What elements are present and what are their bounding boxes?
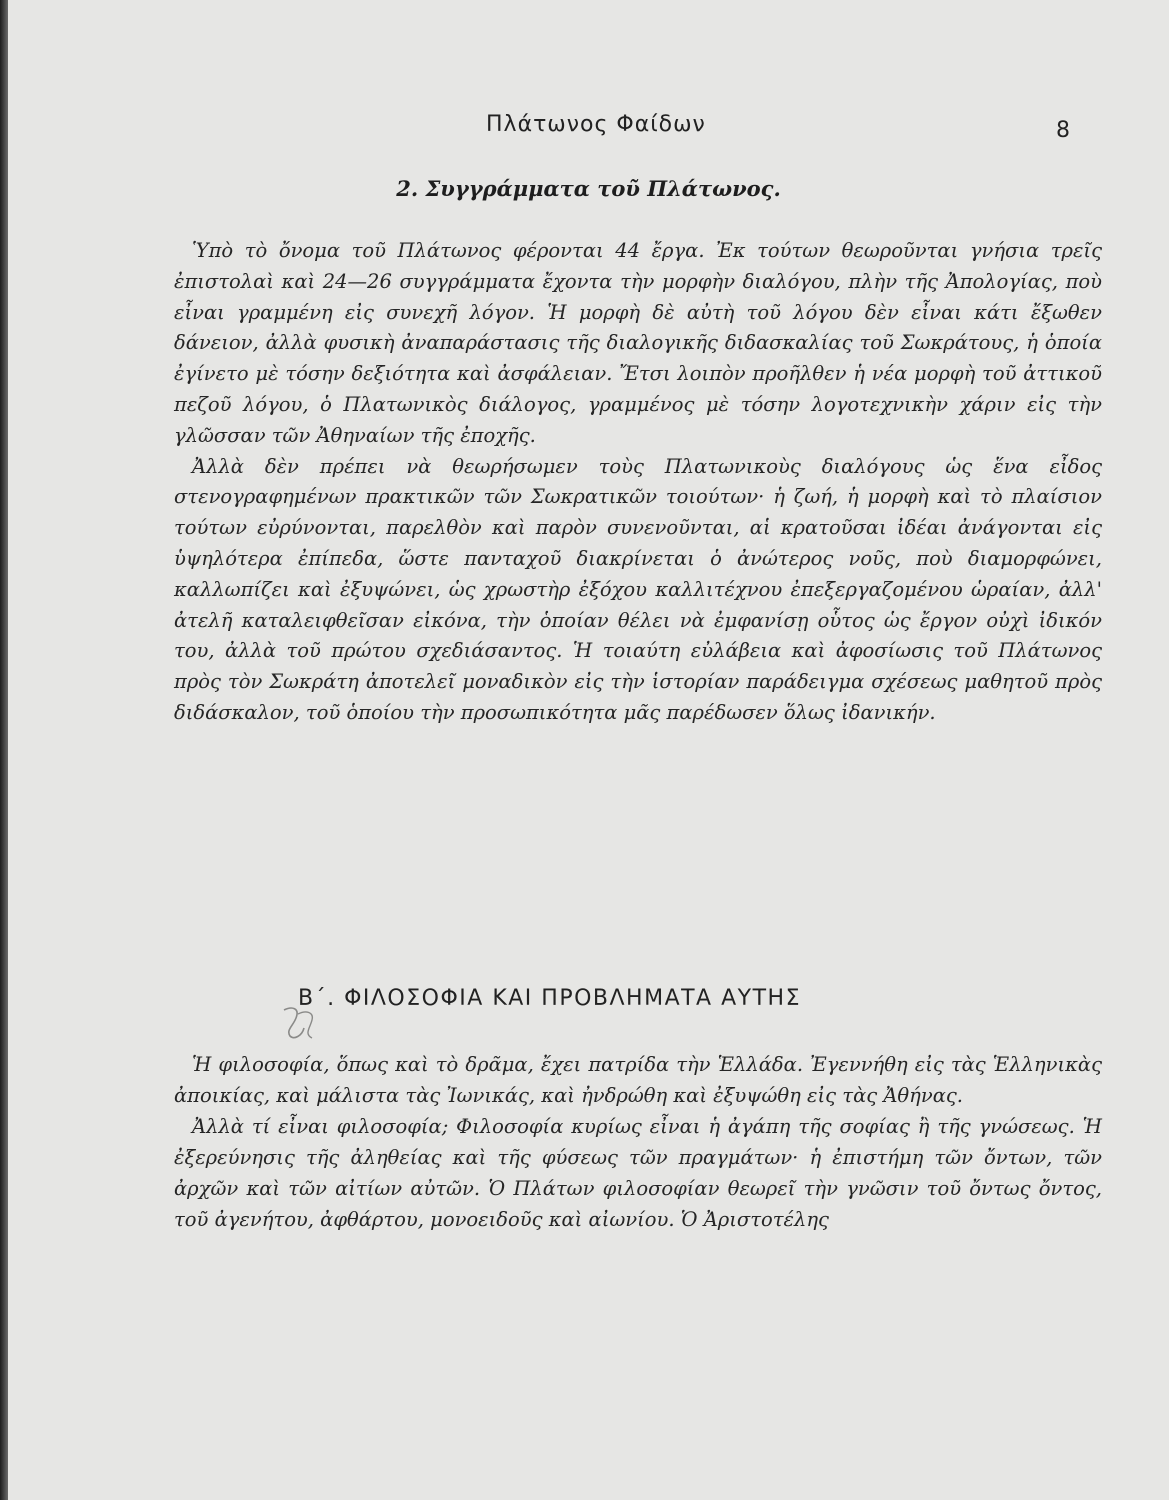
scan-binding-edge — [0, 0, 8, 1500]
book-page — [8, 0, 1169, 1500]
section-body — [174, 236, 1102, 729]
page-number: 8 — [1056, 118, 1070, 143]
paragraph: Ἡ φιλοσοφία, ὅπως καὶ τὸ δρᾶμα, ἔχει πατρίδα τὴν Ἑλλάδα. Ἐγεννήθη εἰς τὰς Ἑλληνικὰς ἀποικίας, καὶ μάλιστα τὰς Ἰωνικάς, καὶ ἠνδρώθη καὶ ἐξυψώθη εἰς τὰς Ἀθήνας. — [174, 1053, 1102, 1107]
chapter-heading-text: Β΄. ΦΙΛΟΣΟΦΙΑ ΚΑΙ ΠΡΟΒΛΗΜΑΤΑ ΑΥΤΗΣ — [298, 986, 801, 1011]
running-title: Πλάτωνος Φαίδων — [486, 112, 706, 137]
paragraph: Ἀλλὰ δὲν πρέπει νὰ θεωρήσωμεν τοὺς Πλατωνικοὺς διαλόγους ὡς ἕνα εἶδος στενογραφημένων πρακτικῶν τῶν Σωκρατικῶν τοιούτων· ἡ ζωή, ἡ μορφὴ καὶ τὸ πλαίσιον τούτων εὐρύνονται, παρελθὸν καὶ παρὸν συνενοῦνται, αἱ κρατοῦσαι ἰδέαι ἀνάγονται εἰς ὑψηλότερα ἐπίπεδα, ὥστε πανταχοῦ διακρίνεται ὁ ἀνώτερος νοῦς, ποὺ διαμορφώνει, καλλωπίζει καὶ ἐξυψώνει, ὡς χρωστὴρ ἐξόχου καλλιτέχνου ἐπεξεργαζομένου ὡραίαν, ἀλλ' ἀτελῆ καταλειφθεῖσαν εἰκόνα, τὴν ὁποίαν θέλει νὰ ἐμφανίσῃ οὗτος ὡς ἔργον οὐχὶ ἰδικόν του, ἀλλὰ τοῦ πρώτου σχεδιάσαντος. Ἡ τοιαύτη εὐλάβεια καὶ ἀφοσίωσις τοῦ Πλάτωνος πρὸς τὸν Σωκράτη ἀποτελεῖ μοναδικὸν εἰς τὴν ἱστορίαν παράδειγμα σχέσεως μαθητοῦ πρὸς διδάσκαλον, τοῦ ὁποίου τὴν προσωπικότητα μᾶς παρέδωσεν ὅλως ἰδανικήν. — [174, 454, 1102, 724]
paragraph: Ὑπὸ τὸ ὄνομα τοῦ Πλάτωνος φέρονται 44 ἔργα. Ἐκ τούτων θεωροῦνται γνήσια τρεῖς ἐπιστολαὶ καὶ 24—26 συγγράμματα ἔχοντα τὴν μορφὴν διαλόγου, πλὴν τῆς Ἀπολογίας, ποὺ εἶναι γραμμένη εἰς συνεχῆ λόγον. Ἡ μορφὴ δὲ αὐτὴ τοῦ λόγου δὲν εἶναι κάτι ἔξωθεν δάνειον, ἀλλὰ φυσικὴ ἀναπαράστασις τῆς διαλογικῆς διδασκαλίας τοῦ Σωκράτους, ἡ ὁποία ἐγίνετο μὲ τόσην δεξιότητα καὶ ἀσφάλειαν. Ἔτσι λοιπὸν προῆλθεν ἡ νέα μορφὴ τοῦ ἀττικοῦ πεζοῦ λόγου, ὁ Πλατωνικὸς διάλογος, γραμμένος μὲ τόσην λογοτεχνικὴν χάριν εἰς τὴν γλῶσσαν τῶν Ἀθηναίων τῆς ἐποχῆς. — [174, 239, 1102, 447]
pencil-annotation-mark — [278, 1000, 324, 1044]
chapter-body — [174, 1049, 1102, 1235]
paragraph: Ἀλλὰ τί εἶναι φιλοσοφία; Φιλοσοφία κυρίως εἶναι ἡ ἀγάπη τῆς σοφίας ἢ τῆς γνώσεως. Ἡ ἐξερεύνησις τῆς ἀληθείας καὶ τῆς φύσεως τῶν πραγμάτων· ἡ ἐπιστήμη τῶν ὄντων, τῶν ἀρχῶν καὶ τῶν αἰτίων αὐτῶν. Ὁ Πλάτων φιλοσοφίαν θεωρεῖ τὴν γνῶσιν τοῦ ὄντως ὄντος, τοῦ ἀγενήτου, ἀφθάρτου, μονοειδοῦς καὶ αἰωνίου. Ὁ Ἀριστοτέλης — [174, 1115, 1102, 1231]
section-heading: 2. Συγγράμματα τοῦ Πλάτωνος. — [396, 176, 781, 201]
